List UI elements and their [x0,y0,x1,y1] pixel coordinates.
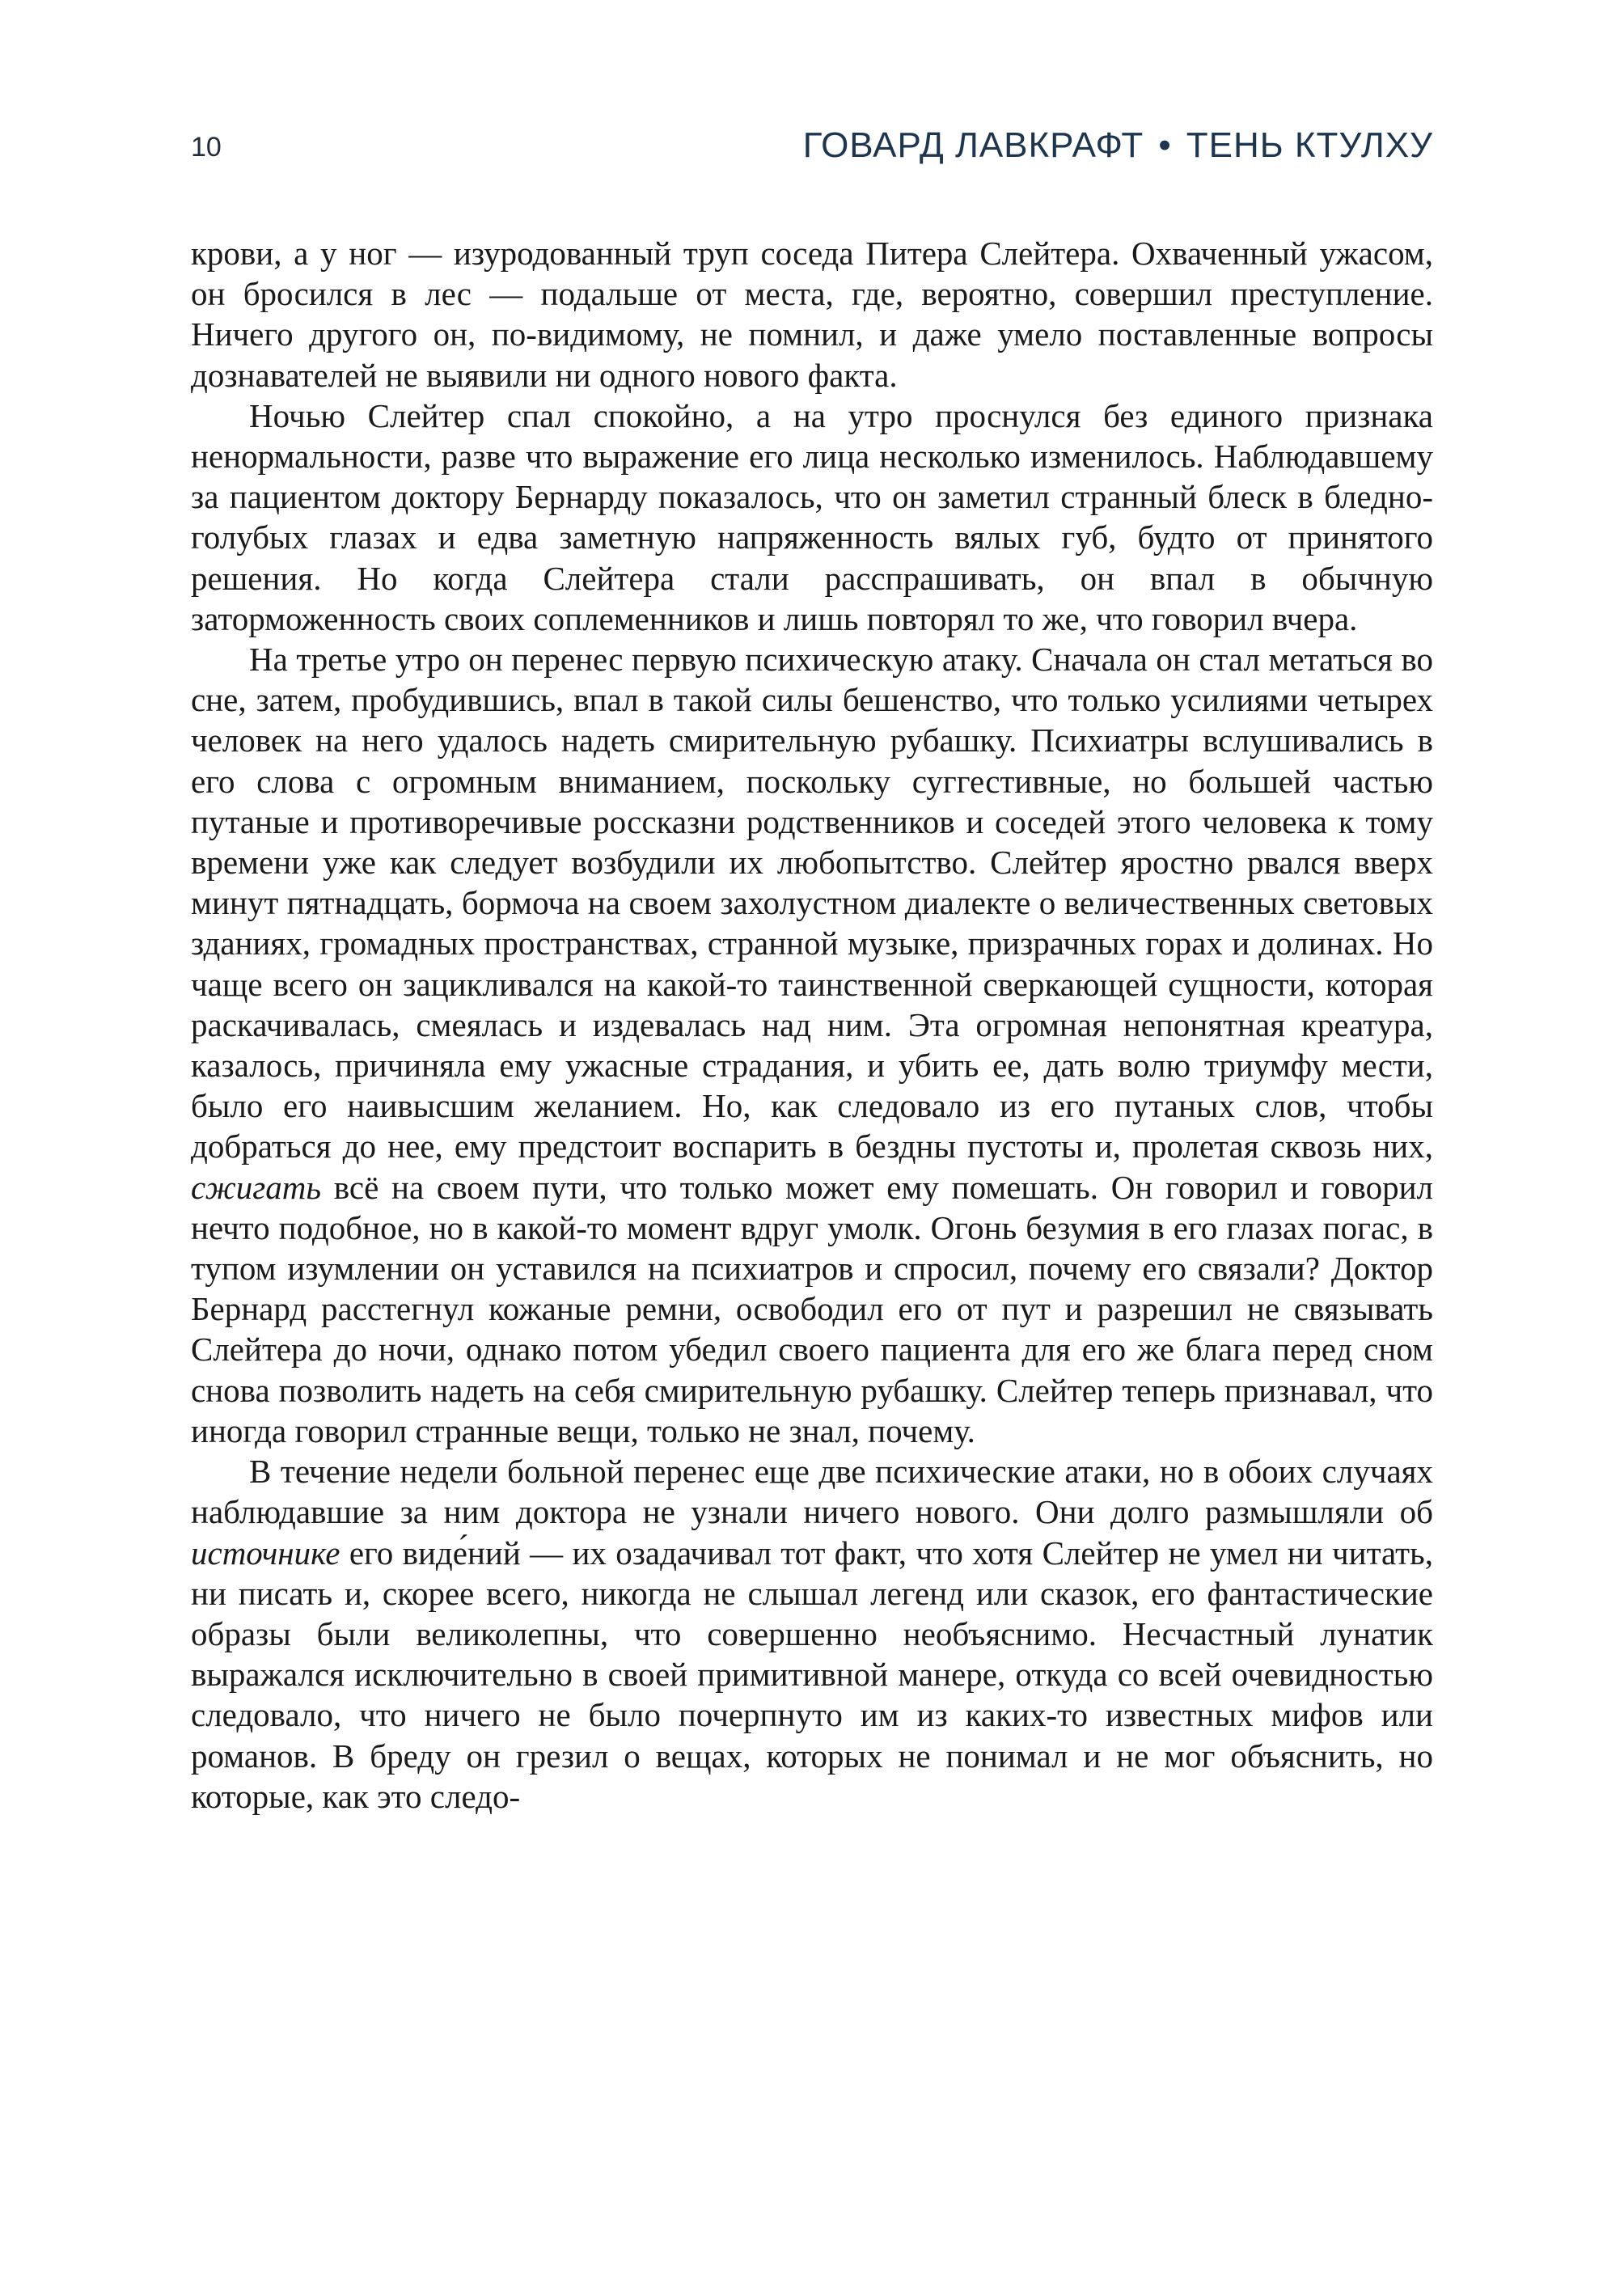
header-author: ГОВАРД ЛАВКРАФТ [802,125,1144,165]
paragraph-2: Ночью Слейтер спал спокойно, а на утро проснулся без единого признака ненормальности, разве что выражение его лица несколько изменилось. Наблюдавшему за пациентом доктору Бернарду показалось, что он заметил странный блеск в бледно-голубых глазах и едва заметную напряженность вялых губ, будто от принятого решения. Но когда Слейтера стали расспрашивать, он впал в обычную заторможенность своих соплеменников и лишь повторял то же, что говорил вчера. [191,396,1433,637]
paragraph-4 [191,1451,1433,1817]
paragraph-3-emphasis: сжигать [191,1168,322,1206]
paragraph-3 [191,639,1433,1451]
header-title [803,125,1433,166]
page-number: 10 [191,132,222,163]
paragraph-3-part-2: всё на своем пути, что только может ему помешать. Он говорил и говорил нечто подобное, но в какой-то момент вдруг умолк. Огонь безумия в его глазах погас, в тупом изумлении он уставился на психиатров и спросил, почему его связали? Доктор Бернард расстегнул кожаные ремни, освободил его от пут и разрешил не связывать Слейтера до ночи, однако потом убедил своего пациента для его же блага перед сном снова позволить надеть на себя смирительную рубашку. Слейтер теперь признавал, что иногда говорил странные вещи, только не знал, почему. [191,1168,1433,1449]
paragraph-4-part-2: его виде́ний — их озадачивал тот факт, что хотя Слейтер не умел ни читать, ни писать и, скорее всего, никогда не слышал легенд или сказок, его фантастические образы были великолепны, что совершенно необъяснимо. Несчастный лунатик выражался исключительно в своей примитивной манере, откуда со всей очевидностью следовало, что ничего не было почерпнуто им из каких-то известных мифов или романов. В бреду он грезил о вещах, которых не понимал и не мог объяснить, но которые, как это следо- [191,1534,1433,1815]
paragraph-3-part-1: На третье утро он перенес первую психическую атаку. Сначала он стал метаться во сне, затем, пробудившись, впал в такой силы бешенство, что только усилиями четырех человек на него удалось надеть смирительную рубашку. Психиатры вслушивались в его слова с огромным вниманием, поскольку суггестивные, но большей частью путаные и противоречивые россказни родственников и соседей этого человека к тому времени уже как следует возбудили их любопытство. Слейтер яростно рвался вверх минут пятнадцать, бормоча на своем захолустном диалекте о величественных световых зданиях, громадных пространствах, странной музыке, призрачных горах и долинах. Но чаще всего он зацикливался на какой-то таинственной сверкающей сущности, которая раскачивалась, смеялась и издевалась над ним. Эта огромная непонятная креатура, казалось, причиняла ему ужасные страдания, и убить ее, дать волю триумфу мести, было его наивысшим желанием. Но, как следовало из его путаных слов, чтобы добраться до нее, ему предстоит воспарить в бездны пустоты и, пролетая сквозь них, [191,641,1433,1166]
paragraph-4-emphasis: источнике [191,1534,340,1572]
header-book-title: ТЕНЬ КТУЛХУ [1186,125,1433,165]
body-text [191,233,1433,1817]
header-separator: • [1158,125,1172,165]
paragraph-4-part-1: В течение недели больной перенес еще две психические атаки, но в обоих случаях наблюдавшие за ним доктора не узнали ничего нового. Они долго размышляли об [191,1453,1433,1531]
paragraph-1: крови, а у ног — изуродованный труп соседа Питера Слейтера. Охваченный ужасом, он бросился в лес — подальше от места, где, вероятно, совершил преступление. Ничего другого он, по-видимому, не помнил, и даже умело поставленные вопросы дознавателей не выявили ни одного нового факта. [191,235,1433,394]
running-head [191,125,1433,182]
